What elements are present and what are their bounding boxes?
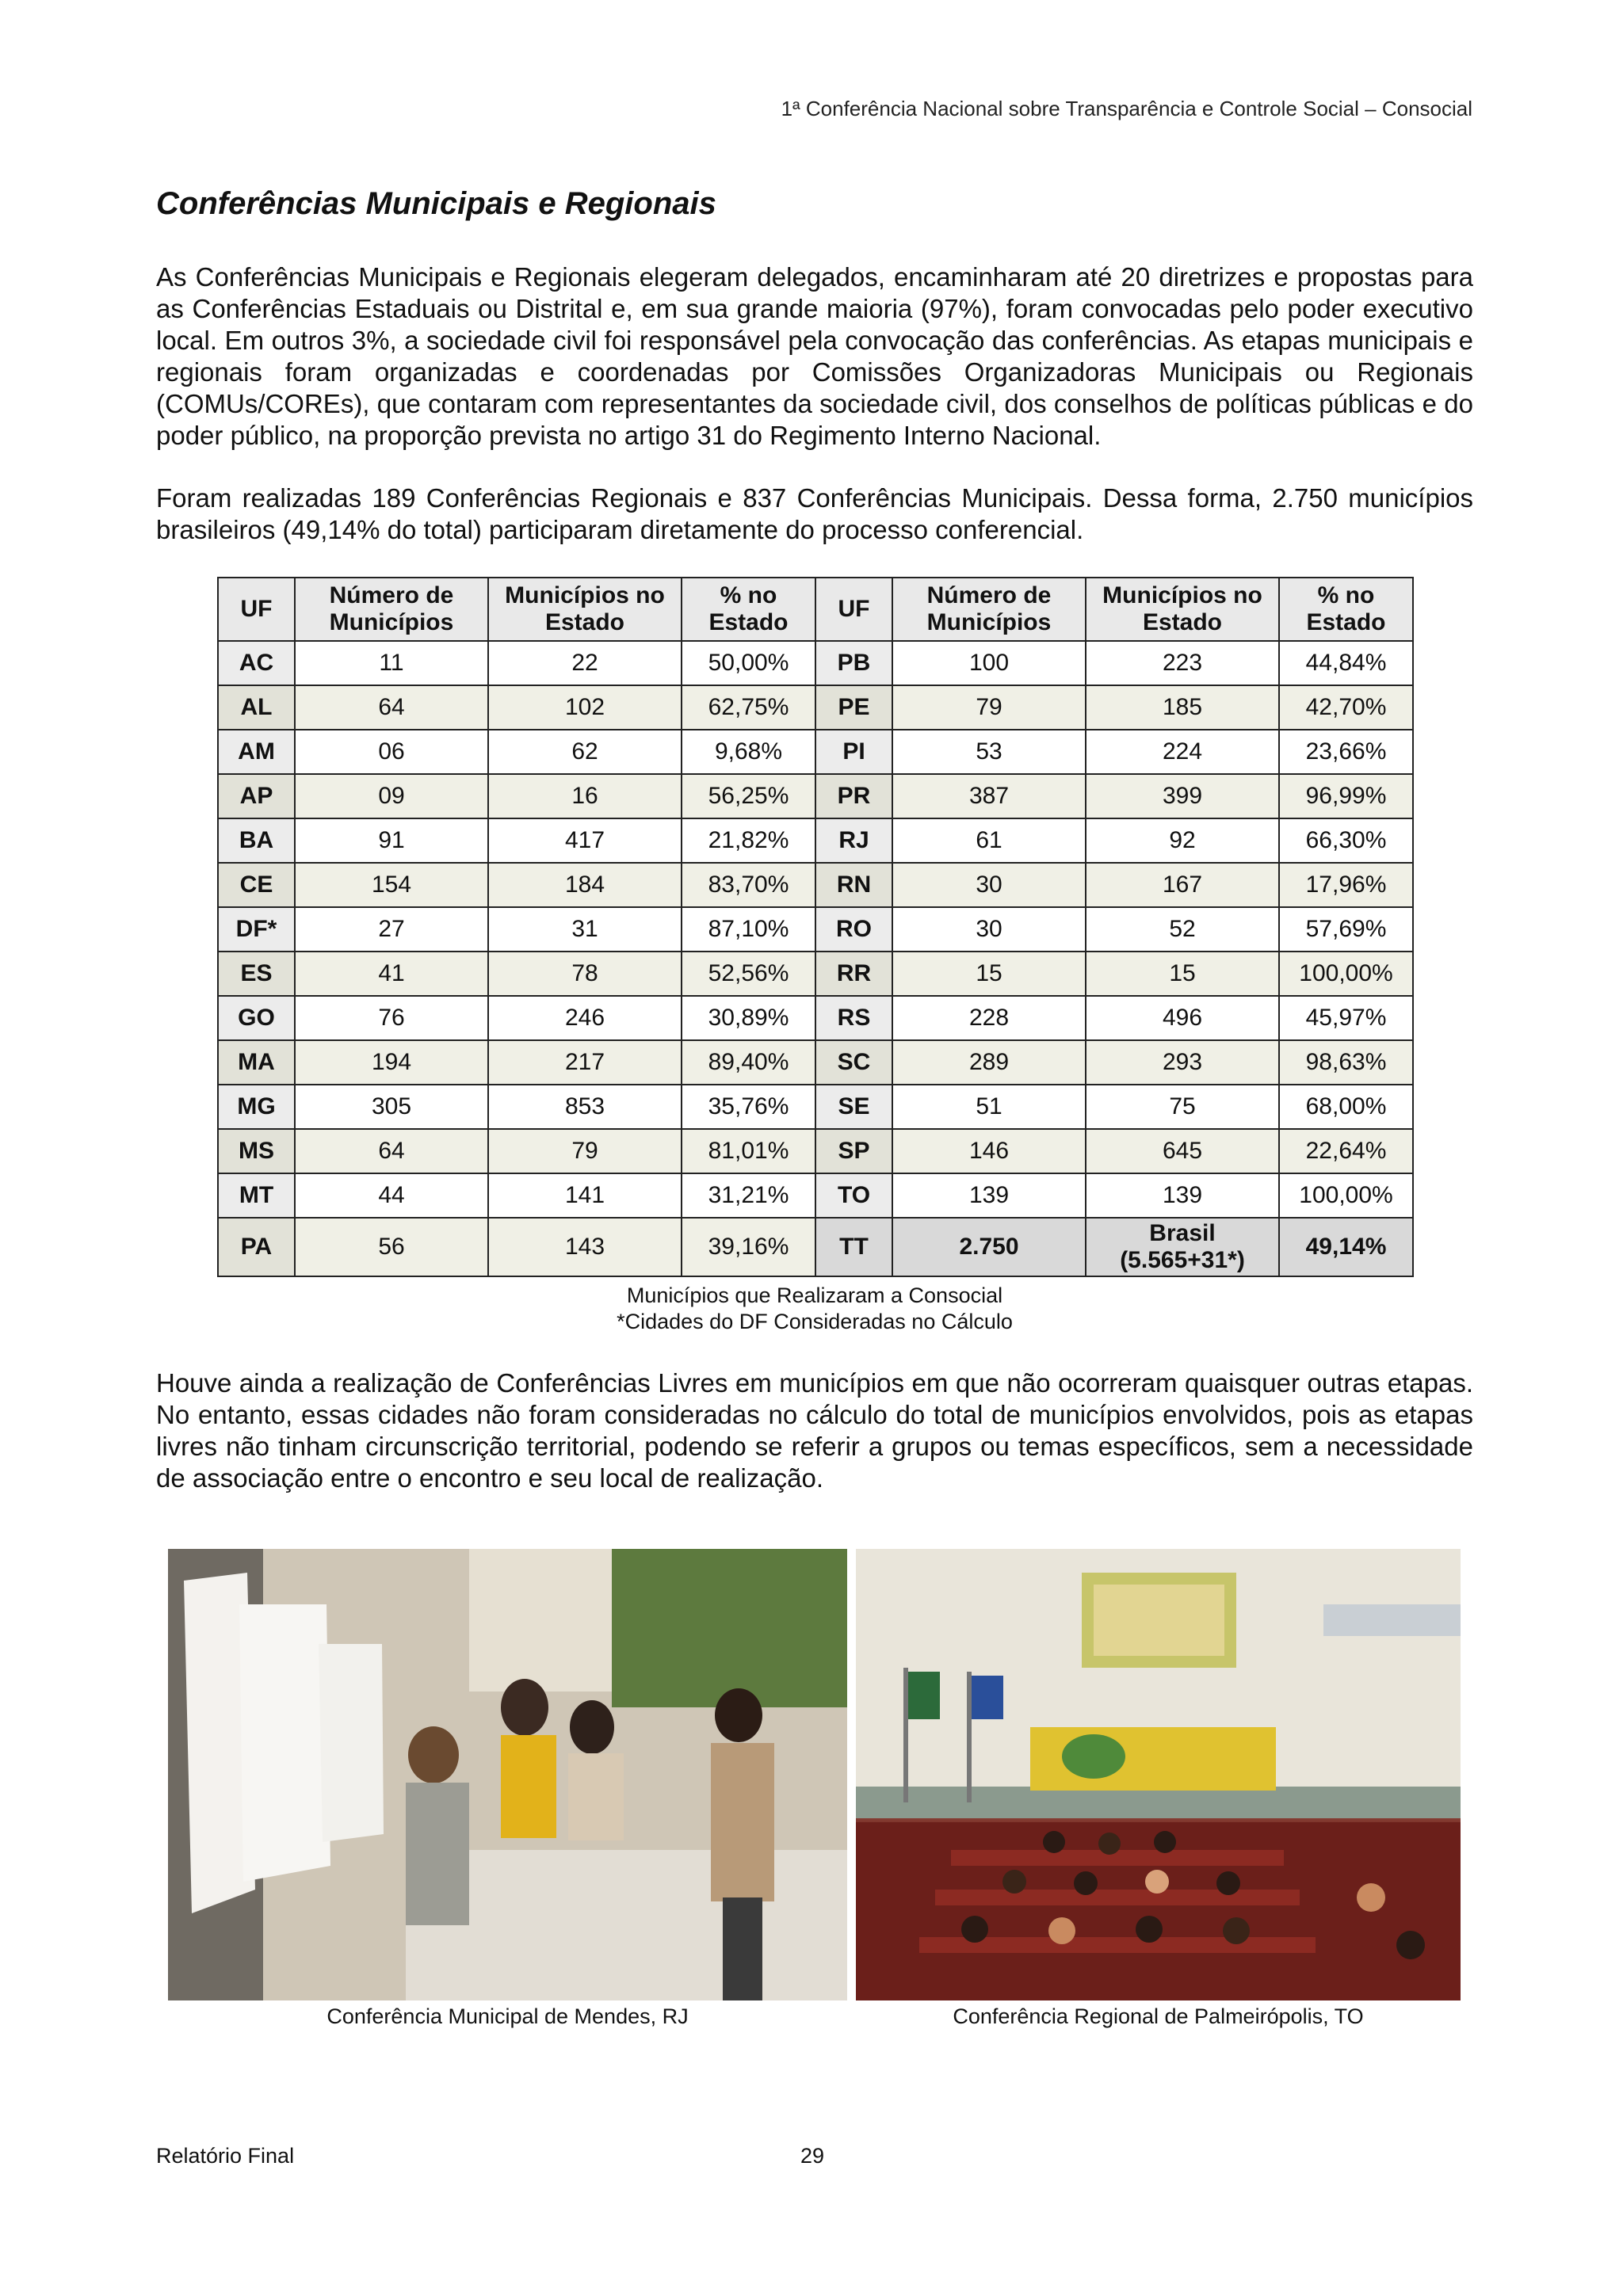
uf-cell: RJ [815, 818, 892, 863]
municipalities-table [217, 577, 1414, 1277]
table-cell: 16 [488, 774, 682, 818]
uf-cell: BA [218, 818, 295, 863]
table-row [218, 1085, 1413, 1129]
table-cell: 853 [488, 1085, 682, 1129]
table-caption: Municípios que Realizaram a Consocial [626, 1283, 1003, 1307]
table-cell: 15 [1086, 952, 1279, 996]
table-cell: 154 [295, 863, 488, 907]
page-number: 29 [800, 2144, 825, 2168]
table-cell: 56,25% [682, 774, 815, 818]
table-cell: 293 [1086, 1040, 1279, 1085]
table-cell: 223 [1086, 641, 1279, 685]
table-cell: 50,00% [682, 641, 815, 685]
table-cell: 44 [295, 1173, 488, 1218]
table-cell: 31 [488, 907, 682, 952]
table-row [218, 952, 1413, 996]
paragraph-2: Foram realizadas 189 Conferências Regionais e 837 Conferências Municipais. Dessa forma, 2.750 municípios brasileiros (49,14% do total) participaram diretamente do processo conferencial. [156, 483, 1473, 544]
uf-cell: SE [815, 1085, 892, 1129]
table-cell: 146 [892, 1129, 1086, 1173]
header-cell: % no Estado [682, 578, 815, 641]
paragraph-1: As Conferências Municipais e Regionais elegeram delegados, encaminharam até 20 diretrizes e propostas para as Conferências Estaduais ou Distrital e, em sua grande maioria (97%), foram convocadas pelo poder executivo local. Em outros 3%, a sociedade civil foi responsável pela convocação das conferências. As etapas municipais e regionais foram organizadas e coordenadas por Comissões Organizadoras Municipais ou Regionais (COMUs/COREs), que contaram com representantes da sociedade civil, dos conselhos de políticas públicas e do poder público, na proporção prevista no artigo 31 do Regimento Interno Nacional. [156, 262, 1473, 450]
table-cell: 35,76% [682, 1085, 815, 1129]
uf-cell: GO [218, 996, 295, 1040]
table-cell: 52 [1086, 907, 1279, 952]
table-cell: 66,30% [1279, 818, 1413, 863]
table-cell: 75 [1086, 1085, 1279, 1129]
table-cell: 22 [488, 641, 682, 685]
uf-cell: TO [815, 1173, 892, 1218]
photo-caption-right: Conferência Regional de Palmeirópolis, TO [953, 2004, 1364, 2028]
table-cell: 100,00% [1279, 952, 1413, 996]
uf-cell: RS [815, 996, 892, 1040]
table-cell: 92 [1086, 818, 1279, 863]
table-row [218, 1129, 1413, 1173]
table-cell: 21,82% [682, 818, 815, 863]
table-cell: 51 [892, 1085, 1086, 1129]
photo-caption-left: Conferência Municipal de Mendes, RJ [327, 2004, 689, 2028]
uf-cell: PB [815, 641, 892, 685]
table-cell: 139 [1086, 1173, 1279, 1218]
table-cell: 224 [1086, 730, 1279, 774]
uf-cell: MS [218, 1129, 295, 1173]
uf-cell: AP [218, 774, 295, 818]
table-cell: 56 [295, 1218, 488, 1276]
uf-cell: ES [218, 952, 295, 996]
photo-illustration [856, 1549, 1461, 2000]
table-cell: 417 [488, 818, 682, 863]
photo-mendes-conference [168, 1549, 847, 2000]
table-cell: 79 [892, 685, 1086, 730]
footer-report-title: Relatório Final [156, 2144, 295, 2168]
section-title: Conferências Municipais e Regionais [156, 186, 716, 221]
table-row [218, 685, 1413, 730]
table-row [218, 996, 1413, 1040]
table-cell: 98,63% [1279, 1040, 1413, 1085]
table-cell: 399 [1086, 774, 1279, 818]
table-cell: 15 [892, 952, 1086, 996]
table-cell: 496 [1086, 996, 1279, 1040]
table-cell: 61 [892, 818, 1086, 863]
header-cell: Municípios no Estado [1086, 578, 1279, 641]
uf-cell: PR [815, 774, 892, 818]
table-cell: 44,84% [1279, 641, 1413, 685]
table-cell: 17,96% [1279, 863, 1413, 907]
table-cell: 81,01% [682, 1129, 815, 1173]
table-cell: 100,00% [1279, 1173, 1413, 1218]
table-cell: 23,66% [1279, 730, 1413, 774]
table-row [218, 774, 1413, 818]
table-cell: 62 [488, 730, 682, 774]
table-row [218, 863, 1413, 907]
table-cell: 64 [295, 685, 488, 730]
table-cell: 83,70% [682, 863, 815, 907]
table-body [218, 641, 1413, 1276]
running-header: 1ª Conferência Nacional sobre Transparência e Controle Social – Consocial [781, 97, 1472, 120]
table-cell: 194 [295, 1040, 488, 1085]
table-cell: 9,68% [682, 730, 815, 774]
uf-cell: PA [218, 1218, 295, 1276]
table-cell: 68,00% [1279, 1085, 1413, 1129]
table-cell: 79 [488, 1129, 682, 1173]
table-header-row [218, 578, 1413, 641]
uf-cell: AM [218, 730, 295, 774]
table-row [218, 730, 1413, 774]
table-cell: 91 [295, 818, 488, 863]
table-cell: 11 [295, 641, 488, 685]
table-cell: 27 [295, 907, 488, 952]
uf-cell: RR [815, 952, 892, 996]
table-row [218, 818, 1413, 863]
table-cell: 167 [1086, 863, 1279, 907]
table-cell: 22,64% [1279, 1129, 1413, 1173]
table-cell: 143 [488, 1218, 682, 1276]
uf-cell: MT [218, 1173, 295, 1218]
uf-cell: PE [815, 685, 892, 730]
table-cell: 305 [295, 1085, 488, 1129]
table-cell: 42,70% [1279, 685, 1413, 730]
table-cell: 49,14% [1279, 1218, 1413, 1276]
table-cell: 645 [1086, 1129, 1279, 1173]
table-cell: 30 [892, 907, 1086, 952]
photo-illustration [168, 1549, 847, 2000]
table-cell: 53 [892, 730, 1086, 774]
paragraph-3: Houve ainda a realização de Conferências Livres em municípios em que não ocorreram quaisquer outras etapas. No entanto, essas cidades não foram consideradas no cálculo do total de municípios envolvidos, pois as etapas livres não tinham circunscrição territorial, podendo se referir a grupos ou temas específicos, sem a necessidade de associação entre o encontro e seu local de realização. [156, 1368, 1473, 1493]
table-cell: 89,40% [682, 1040, 815, 1085]
table-cell: 96,99% [1279, 774, 1413, 818]
table-cell: 87,10% [682, 907, 815, 952]
table-cell: 45,97% [1279, 996, 1413, 1040]
uf-cell: DF* [218, 907, 295, 952]
uf-cell: CE [218, 863, 295, 907]
header-cell: UF [815, 578, 892, 641]
table-cell: 228 [892, 996, 1086, 1040]
header-cell: Número de Municípios [892, 578, 1086, 641]
table-cell: 62,75% [682, 685, 815, 730]
uf-cell: RN [815, 863, 892, 907]
table-row [218, 907, 1413, 952]
table-cell: 246 [488, 996, 682, 1040]
table-cell: 57,69% [1279, 907, 1413, 952]
uf-cell: SC [815, 1040, 892, 1085]
table-row [218, 1040, 1413, 1085]
table-cell: 139 [892, 1173, 1086, 1218]
uf-cell: TT [815, 1218, 892, 1276]
table-cell: 141 [488, 1173, 682, 1218]
table-row [218, 1218, 1413, 1276]
table-footnote: *Cidades do DF Consideradas no Cálculo [617, 1310, 1013, 1333]
photo-palmeiropolis-conference [856, 1549, 1461, 2000]
uf-cell: MA [218, 1040, 295, 1085]
header-cell: % no Estado [1279, 578, 1413, 641]
table-cell: 41 [295, 952, 488, 996]
table-row [218, 641, 1413, 685]
table-cell: 217 [488, 1040, 682, 1085]
table-cell: 30,89% [682, 996, 815, 1040]
table-row [218, 1173, 1413, 1218]
header-cell: UF [218, 578, 295, 641]
table-cell: 30 [892, 863, 1086, 907]
table-cell: 39,16% [682, 1218, 815, 1276]
table-cell: Brasil (5.565+31*) [1086, 1218, 1279, 1276]
table-cell: 76 [295, 996, 488, 1040]
table-cell: 387 [892, 774, 1086, 818]
header-cell: Número de Municípios [295, 578, 488, 641]
table-cell: 2.750 [892, 1218, 1086, 1276]
table-cell: 100 [892, 641, 1086, 685]
table-cell: 185 [1086, 685, 1279, 730]
table-cell: 06 [295, 730, 488, 774]
table-cell: 52,56% [682, 952, 815, 996]
table-cell: 184 [488, 863, 682, 907]
table-cell: 64 [295, 1129, 488, 1173]
table-cell: 289 [892, 1040, 1086, 1085]
table-cell: 31,21% [682, 1173, 815, 1218]
table-cell: 102 [488, 685, 682, 730]
uf-cell: AC [218, 641, 295, 685]
uf-cell: PI [815, 730, 892, 774]
table-cell: 09 [295, 774, 488, 818]
header-cell: Municípios no Estado [488, 578, 682, 641]
uf-cell: AL [218, 685, 295, 730]
uf-cell: MG [218, 1085, 295, 1129]
uf-cell: SP [815, 1129, 892, 1173]
uf-cell: RO [815, 907, 892, 952]
table-cell: 78 [488, 952, 682, 996]
